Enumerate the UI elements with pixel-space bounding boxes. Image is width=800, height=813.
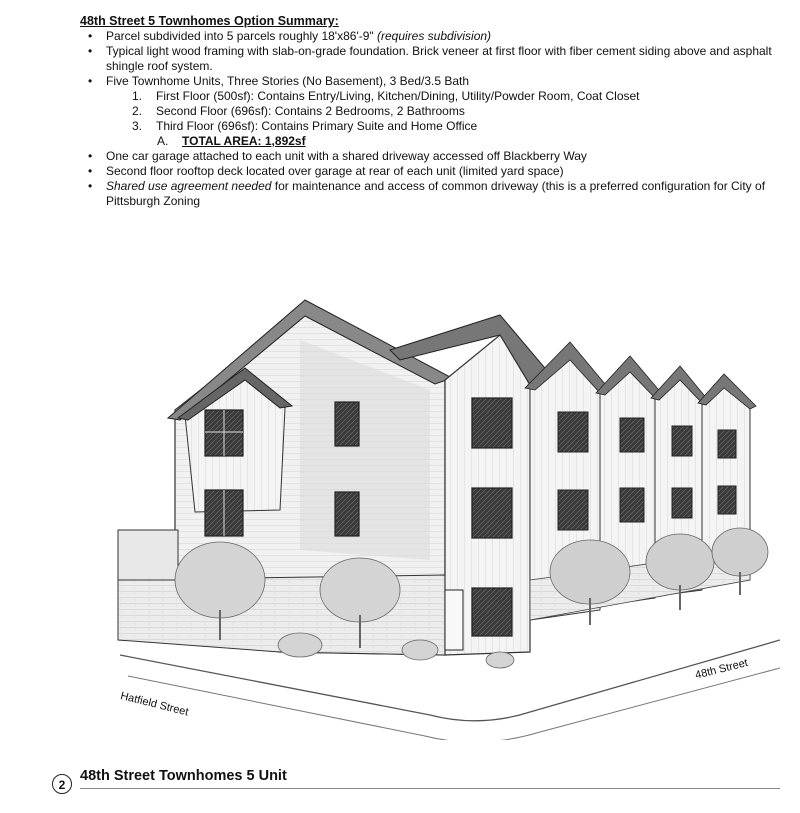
bullet-parcel-text: Parcel subdivided into 5 parcels roughly 18'x86'-9" (106, 29, 377, 43)
bullet-agreement-italic: Shared use agreement needed (106, 179, 272, 193)
figure-number: 2 (52, 774, 72, 794)
total-area: TOTAL AREA: 1,892sf (182, 134, 306, 148)
summary-list (80, 29, 780, 209)
floor-number: 3. (132, 119, 143, 133)
figure-title: 48th Street Townhomes 5 Unit (80, 768, 287, 784)
bullet-framing: • Typical light wood framing with slab-on-grade foundation. Brick veneer at first floor with fiber cement siding above and asphalt shingle roof system. (80, 44, 780, 74)
summary-title: 48th Street 5 Townhomes Option Summary: (80, 14, 339, 28)
bullet-deck: • Second floor rooftop deck located over garage at rear of each unit (limited yard space) (80, 164, 780, 179)
figure-caption (52, 764, 772, 794)
street-label-hatfield: Hatfield Street (119, 690, 190, 719)
floor-text: Second Floor (696sf): Contains 2 Bedrooms, 2 Bathrooms (156, 104, 465, 118)
floor-item (106, 89, 780, 104)
bullet-units-text: Five Townhome Units, Three Stories (No Basement), 3 Bed/3.5 Bath (106, 74, 470, 88)
street-label-48th: 48th Street (694, 656, 750, 682)
townhomes-rendering (100, 280, 780, 740)
floor-list (106, 89, 780, 134)
floor-item (106, 104, 780, 119)
bullet-agreement-text: for maintenance and access of common driveway (this is a preferred configuration for City of Pittsburgh Zoning (106, 179, 766, 208)
bullet-units (80, 74, 780, 149)
bullet-garage: • One car garage attached to each unit with a shared driveway accessed off Blackberry Way (80, 149, 780, 164)
bullet-parcel-note: (requires subdivision) (377, 29, 492, 43)
floor-number: 1. (132, 89, 143, 103)
bullet-agreement (80, 179, 780, 209)
total-area-line (106, 134, 780, 149)
floor-number: 2. (132, 104, 143, 118)
floor-item (106, 119, 780, 134)
floor-text: Third Floor (696sf): Contains Primary Suite and Home Office (156, 119, 478, 133)
caption-rule (80, 788, 780, 789)
floor-text: First Floor (500sf): Contains Entry/Living, Kitchen/Dining, Utility/Powder Room, Coat Closet (156, 89, 640, 103)
total-letter: A. (157, 134, 169, 148)
bullet-parcel (80, 29, 780, 44)
option-summary (80, 14, 780, 209)
